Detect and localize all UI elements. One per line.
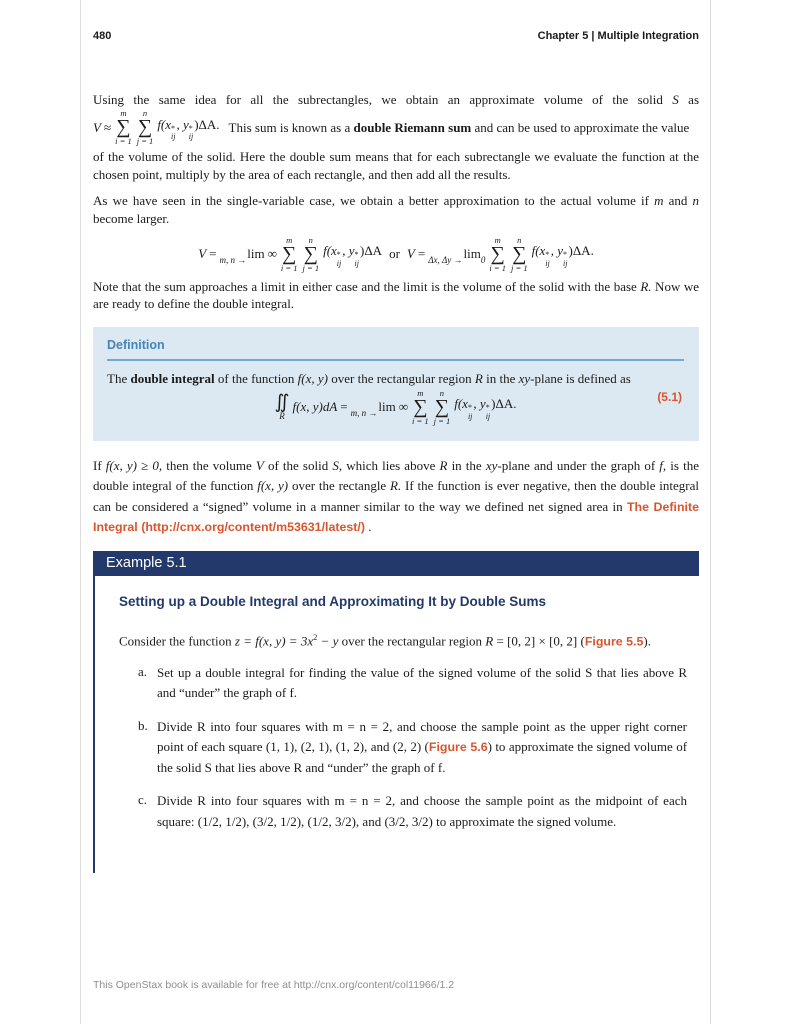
- equals-sign: =: [340, 399, 348, 415]
- f-term: f(x * ij , y * ij )ΔA.: [157, 116, 220, 141]
- text-run: as: [688, 92, 700, 107]
- math-var-R: R: [474, 370, 483, 386]
- example-header: [93, 551, 699, 576]
- footer-note: This OpenStax book is available for free at http://cnx.org/content/col11966/1.2: [93, 979, 455, 991]
- definite-integral-link[interactable]: The Definite Integral (http://cnx.org/content/m53631/latest/): [93, 499, 699, 535]
- page-edge-line: [710, 0, 711, 1024]
- example-item-a: [119, 663, 691, 704]
- equation-number: (5.1): [657, 390, 682, 404]
- text-run: Using the same idea for all the subrectangles, we obtain an approximate volume of the solid: [93, 92, 663, 107]
- sum-symbol: n ∑ j = 1: [302, 235, 320, 273]
- text-run: Note that the sum approaches a limit in either case and the limit is the volume of the solid with the base: [93, 279, 641, 295]
- math-var-S: S: [672, 92, 679, 107]
- infinity-symbol: ∞: [398, 399, 409, 415]
- math-var-xy: xy: [518, 370, 531, 386]
- math-var-S: S,: [332, 458, 343, 473]
- math-fxy: f(x, y): [257, 478, 289, 494]
- approx-sign: ≈: [103, 119, 112, 135]
- math-fxy: f(x, y): [297, 370, 328, 386]
- math-var-n: n: [692, 193, 699, 209]
- f-term: f(x * ij , y * ij )ΔA: [323, 243, 383, 268]
- page-content: [93, 91, 699, 873]
- volume-limit-equation: [93, 236, 699, 272]
- example-item-c: [119, 791, 691, 832]
- definition-equation-area: [107, 389, 684, 425]
- definition-body: The double integral of the function f(x, y) over the rectangular region R in the xy-plane is defined as: [107, 370, 631, 386]
- limit-operator: m, n → lim: [219, 246, 265, 266]
- paragraph-intro-line1: [93, 91, 699, 108]
- math-var-R: R.: [640, 279, 652, 295]
- text-run: This sum is known as a double Riemann sum and can be used to approximate the value: [228, 119, 690, 135]
- example-label: Example 5.1: [106, 554, 187, 571]
- bold-term-double-integral: double integral: [130, 370, 215, 386]
- math-var-xy: xy: [485, 458, 498, 473]
- math-var-R: R: [485, 633, 494, 649]
- item-text: Divide R into four squares with m = n = 2, and choose the sample point as the upper right corner point of each square (1, 1), (2, 1), (1, 2), and (2, 2) (Figure 5.6) to approximate the signed volume of the solid S that lies above R and “under” the graph of f.: [157, 718, 688, 775]
- example-intro: Consider the function z = f(x, $y) = 3x^2 - y$ over the rectangular region R = [0, 2] × [0, 2] (Figure 5.5).: [119, 631, 651, 649]
- paragraph-better-approx: As we have seen in the single-variable case, we obtain a better approximation to the actual volume if m and n become larger.: [93, 193, 699, 226]
- equals-sign: =: [209, 246, 217, 262]
- or-word: or: [389, 246, 400, 262]
- f-term: f(x * ij , y * ij )ΔA.: [454, 396, 517, 421]
- infinity-symbol: ∞: [267, 246, 277, 262]
- math-condition: f(x, y) ≥ 0,: [105, 458, 163, 473]
- page-header: [93, 30, 699, 42]
- item-text: Set up a double integral for finding the value of the signed volume of the solid S that lies above R and “under” the graph of f.: [157, 664, 687, 701]
- f-term: f(x * ij , y * ij )ΔA.: [531, 243, 594, 268]
- paragraph-note: Note that the sum approaches a limit in either case and the limit is the volume of the solid with the base R. Now we are ready to define the double integral.: [93, 279, 700, 312]
- sum-symbol: m ∑ i = 1: [280, 235, 298, 273]
- text-run: of the volume of the solid. Here the double sum means that for each subrectangle we evaluate the function at the chosen point, multiply by the area of each rectangle, and then add all the results.: [93, 149, 699, 182]
- integrand: f(x, y)dA: [292, 399, 338, 415]
- text-run: As we have seen in the single-variable case, we obtain a better approximation to the actual volume if: [93, 193, 655, 209]
- math-var-f: f,: [659, 458, 667, 473]
- example-section: [93, 551, 699, 873]
- sum-symbol: n ∑ j = 1: [510, 235, 528, 273]
- limit-operator: Δx, Δy → lim 0: [428, 246, 486, 266]
- sum-symbol: m ∑ i = 1: [489, 235, 506, 273]
- page-number: 480: [93, 30, 112, 42]
- item-marker: a.: [138, 663, 148, 679]
- item-marker: b.: [138, 717, 148, 733]
- item-marker: c.: [138, 792, 148, 808]
- math-var-V: V: [406, 246, 415, 262]
- sum-symbol: m ∑ i = 1: [115, 108, 132, 146]
- sum-symbol: n ∑ j = 1: [433, 388, 451, 426]
- double-integral-symbol: ∬ R: [274, 392, 290, 421]
- page-edge-line: [80, 0, 81, 1024]
- item-text: Divide R into four squares with m = n = 2, and choose the sample point as the midpoint of each square: (1/2, 1/2), (3/2, 1/2), (1/2, 3/2), and (3/2, 3/2) to approximate the signed volume.: [157, 793, 687, 830]
- definition-box: [93, 327, 699, 441]
- limit-operator: m, n → lim: [350, 399, 396, 419]
- definition-title: Definition: [107, 337, 684, 361]
- math-function: z = f(x, y) = 3x: [234, 633, 314, 649]
- riemann-sum-inline-equation: [93, 109, 699, 145]
- sum-symbol: m ∑ i = 1: [412, 388, 429, 426]
- example-title: Setting up a Double Integral and Approximating It by Double Sums: [119, 593, 547, 609]
- paragraph-intro-cont: [93, 148, 699, 183]
- equals-sign: =: [417, 246, 426, 262]
- math-var-V: V: [255, 458, 264, 473]
- math-var-R: R: [439, 458, 448, 473]
- math-var-V: V: [93, 119, 101, 135]
- example-body: [93, 576, 699, 873]
- math-var-R: R.: [390, 478, 402, 494]
- figure-5-6-link[interactable]: Figure 5.6: [428, 740, 488, 755]
- double-integral-equation: [107, 389, 684, 425]
- bold-term-double-riemann-sum: double Riemann sum: [353, 119, 472, 135]
- paragraph-signed-volume: If f(x, y) ≥ 0, then the volume V of the solid S, which lies above R in the xy-plane and under the graph of f, is the double integral of the function f(x, y) over the rectangle R. If the function is ever negative, then the double integral can be considered a “signed” volume in a manner similar to the way we defined net signed area in The Definite Integral (http://cnx.org/content/m53631/latest/) .: [93, 458, 699, 535]
- chapter-title: Chapter 5 | Multiple Integration: [537, 30, 699, 42]
- math-var-m: m: [654, 193, 664, 209]
- sum-symbol: n ∑ j = 1: [136, 108, 154, 146]
- figure-5-5-link[interactable]: Figure 5.5: [584, 634, 644, 649]
- exponent: 2: [313, 631, 318, 642]
- math-var-V: V: [198, 246, 207, 262]
- example-item-b: [119, 717, 691, 779]
- math-region: = [0, 2] × [0, 2]: [493, 633, 578, 649]
